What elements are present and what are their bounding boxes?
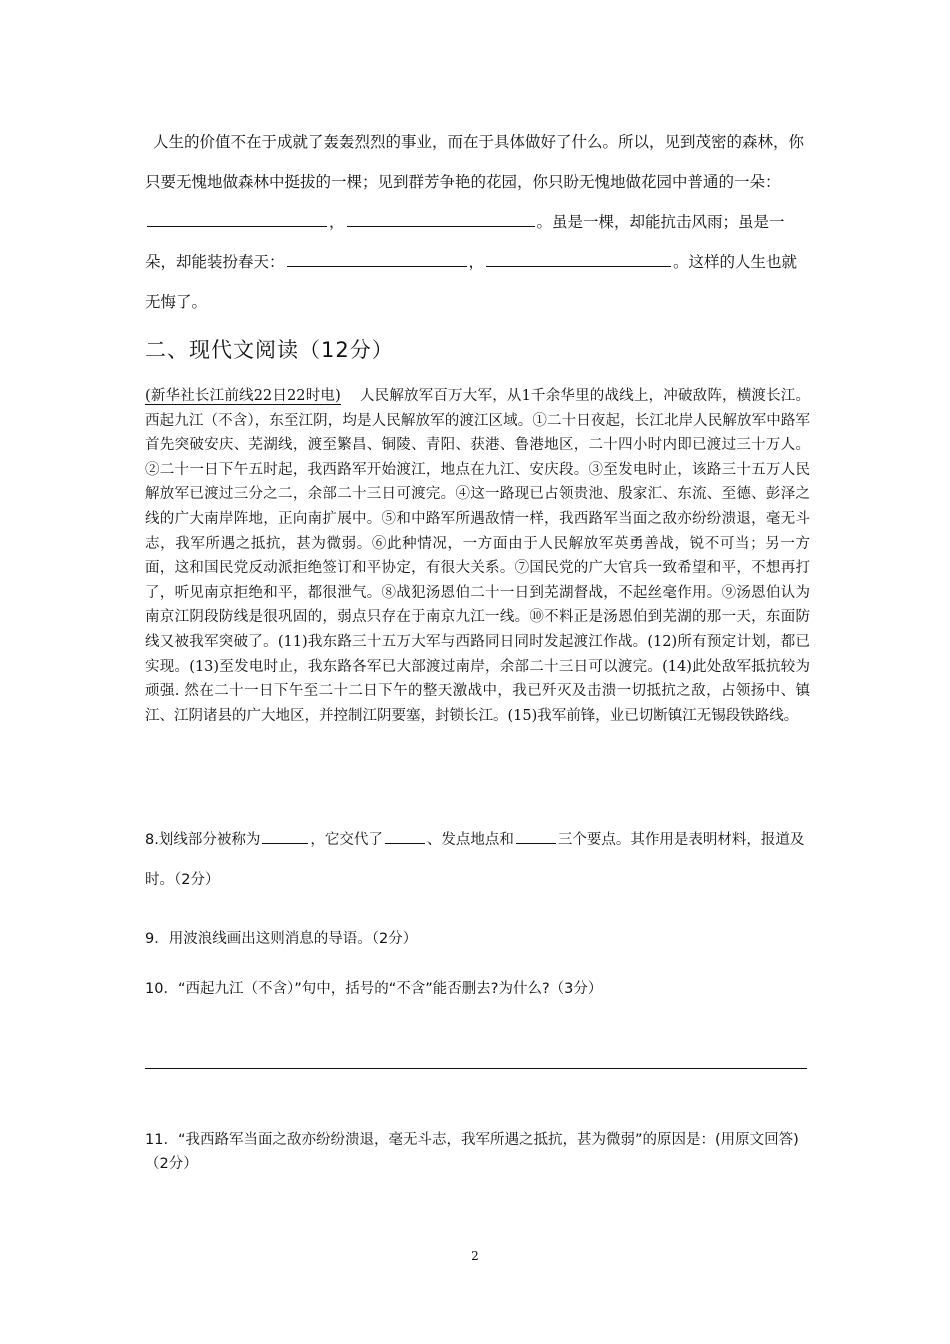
passage-text-a: 人生的价值不在于成就了轰轰烈烈的事业，而在于具体做好了什么。所以，见到茂密的森林，你只要无愧地做森林中挺拔的一棵；见到群芳争艳的花园，你只盼无愧地做花园中普通的一朵： bbox=[145, 133, 805, 191]
passage-text-c: 。这样的人生也就无悔了。 bbox=[145, 253, 798, 311]
fill-blank-1[interactable] bbox=[147, 210, 327, 227]
q8-text-a: 8.划线部分被称为 bbox=[145, 832, 261, 848]
q8-blank-1[interactable] bbox=[262, 827, 308, 844]
passage-text-b: 。虽是一棵，却能抗击风雨；虽是一朵，却能装扮春天： bbox=[145, 213, 785, 271]
news-body: 人民解放军百万大军，从1千余华里的战线上，冲破敌阵，横渡长江。西起九江（不含），东至江阴，均是人民解放军的渡江区域。①二十日夜起，长江北岸人民解放军中路军首先突破安庆、芜湖线，渡至繁昌、铜陵、青阳、获港、鲁港地区，二十四小时内即已渡过三十万人。②二十一日下午五时起，我西路军开始渡江，地点在九江、安庆段。③至发电时止，该路三十五万人民解放军已渡过三分之二，余部二十三日可渡完。④这一路现已占领贵池、殷家汇、东流、至德、彭泽之线的广大南岸阵地，正向南扩展中。⑤和中路军所遇敌情一样，我西路军当面之敌亦纷纷溃退，毫无斗志，我军所遇之抵抗，甚为微弱。⑥此种情况，一方面由于人民解放军英勇善战，锐不可当；另一方面，这和国民党反动派拒绝签订和平协定，有很大关系。⑦国民党的广大官兵一致希望和平，不想再打了，听见南京拒绝和平，都很泄气。⑧战犯汤恩伯二十一日到芜湖督战，不起丝毫作用。⑨汤恩伯认为南京江阴段防线是很巩固的，弱点只存在于南京九江一线。⑩不料正是汤恩伯到芜湖的那一天，东面防线又被我军突破了。(11)我东路三十五万大军与西路同日同时发起渡江作战。(12)所有预定计划，都已实现。(13)至发电时止，我东路各军已大部渡过南岸，余部二十三日可以渡完。(14)此处敌军抵抗较为顽强. 然在二十一日下午至二十二日下午的整天激战中，我已歼灭及击溃一切抵抗之敌，占领扬中、镇江、江阴诸县的广大地区，并控制江阴要塞，封锁长江。(15)我军前锋，业已切断镇江无锡段铁路线。 bbox=[145, 388, 810, 724]
section-heading: 二、现代文阅读（12分） bbox=[145, 338, 394, 362]
q8-blank-2[interactable] bbox=[385, 827, 425, 844]
q8-blank-3[interactable] bbox=[516, 827, 556, 844]
intro-passage bbox=[145, 122, 810, 322]
answer-line[interactable] bbox=[145, 1068, 807, 1069]
question-11: 11．“我西路军当面之敌亦纷纷溃退，毫无斗志，我军所遇之抵抗，甚为微弱”的原因是：(用原文回答)（2分） bbox=[145, 1132, 799, 1172]
passage-comma-2: ， bbox=[468, 253, 485, 271]
fill-blank-3[interactable] bbox=[287, 250, 467, 267]
fill-blank-2[interactable] bbox=[347, 210, 535, 227]
page-number: 2 bbox=[471, 1249, 479, 1263]
news-article bbox=[145, 384, 810, 728]
news-dateline: (新华社长江前线22日22时电) bbox=[145, 388, 341, 404]
question-9: 9．用波浪线画出这则消息的导语。（2分） bbox=[145, 931, 418, 947]
passage-comma-1: ， bbox=[329, 213, 345, 231]
q8-text-c: 、发点地点和 bbox=[426, 832, 514, 848]
q8-text-b: ，它交代了 bbox=[310, 832, 383, 848]
q8-text-d: 三个要点。其作用是表明材料，报道及时。（2分） bbox=[145, 832, 805, 888]
question-10: 10．“西起九江（不含）”句中，括号的“不含”能否删去?为什么?（3分） bbox=[145, 981, 603, 997]
fill-blank-4[interactable] bbox=[486, 250, 671, 267]
question-8 bbox=[145, 820, 810, 900]
